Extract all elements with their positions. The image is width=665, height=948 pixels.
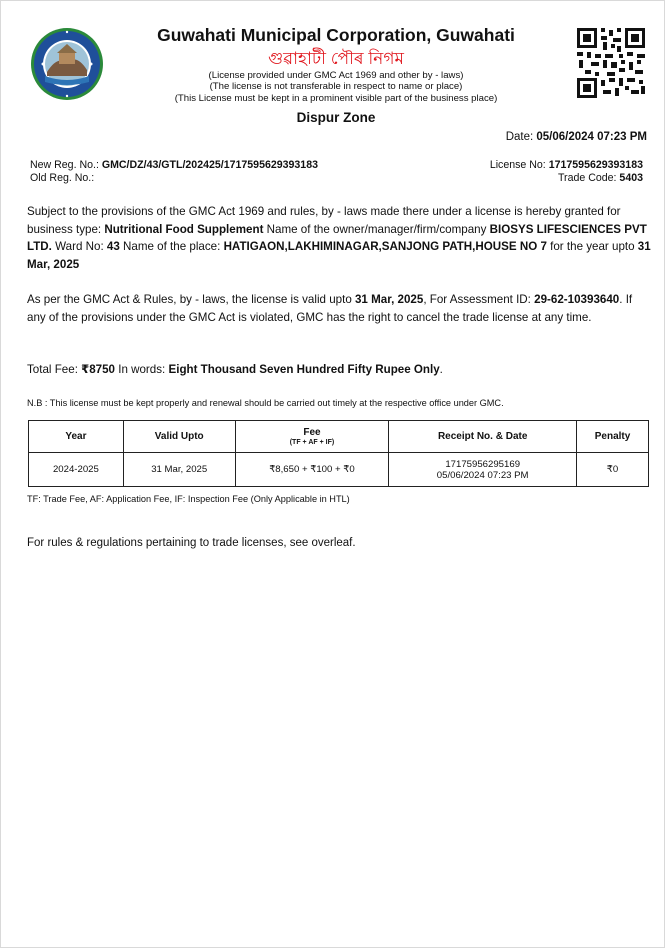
- license-no-value: 1717595629393183: [548, 159, 643, 171]
- new-reg-value: GMC/DZ/43/GTL/202425/1717595629393183: [101, 159, 318, 171]
- corporation-title-assamese: গুৱাহাটী পৌৰ নিগম: [268, 49, 404, 68]
- cell-year: 2024-2025: [29, 453, 124, 487]
- gmc-seal-icon: [29, 26, 105, 102]
- registration-left: [30, 159, 318, 185]
- table-row: [29, 453, 649, 487]
- ward-number: 43: [106, 240, 120, 253]
- col-fee-label: Fee: [303, 427, 321, 438]
- corporation-title: Guwahati Municipal Corporation, Guwahati: [157, 25, 515, 45]
- old-reg-line: [30, 172, 318, 185]
- receipt-number: 17175956295169: [445, 458, 521, 470]
- validity-text-3: . If any of the provisions under the GMC Act is violated, GMC has the right to cancel the trade license at any time.: [27, 293, 633, 324]
- year-upto: 31 Mar, 2025: [27, 240, 651, 271]
- issue-date: [506, 131, 647, 143]
- company-name: BIOSYS LIFESCIENCES PVT LTD.: [27, 222, 647, 253]
- cell-receipt: [389, 453, 577, 487]
- header-note-3: (This License must be kept in a prominent visible part of the business place): [174, 93, 498, 104]
- cell-fee: ₹8,650 + ₹100 + ₹0: [235, 453, 389, 487]
- grant-text-3: Ward No:: [51, 240, 107, 253]
- grant-text-5: for the year upto: [546, 240, 638, 253]
- trade-code-line: [490, 172, 643, 185]
- total-fee-label: Total Fee:: [27, 363, 82, 376]
- fee-table-header: [29, 421, 649, 453]
- zone-title: Dispur Zone: [296, 110, 376, 125]
- total-fee-amount: ₹8750: [81, 363, 115, 376]
- fee-in-words: Eight Thousand Seven Hundred Fifty Rupee Only: [168, 363, 440, 376]
- license-no-line: [490, 159, 643, 172]
- assessment-id: 29-62-10393640: [534, 293, 620, 306]
- old-reg-label: Old Reg. No.:: [30, 172, 95, 184]
- trade-code-label: Trade Code:: [557, 172, 617, 184]
- grant-text-4: Name of the place:: [119, 240, 224, 253]
- new-reg-line: [30, 159, 318, 172]
- registration-right: [490, 159, 643, 185]
- grant-paragraph: [27, 203, 652, 273]
- header-note-1: (License provided under GMC Act 1969 and other by - laws): [208, 70, 464, 81]
- new-reg-label: New Reg. No.:: [30, 159, 99, 171]
- col-year: Year: [29, 421, 124, 453]
- trade-code-value: 5403: [619, 172, 643, 184]
- col-receipt: Receipt No. & Date: [389, 421, 577, 453]
- issue-date-label: Date:: [505, 131, 534, 143]
- nb-note: N.B : This license must be kept properly and renewal should be carried out timely at the respective office under GMC.: [27, 398, 504, 408]
- fee-table: [28, 420, 649, 487]
- grant-text-1: Subject to the provisions of the GMC Act 1969 and rules, by - laws made there under a license is hereby granted for business type:: [27, 205, 621, 236]
- fee-legend: TF: Trade Fee, AF: Application Fee, IF: Inspection Fee (Only Applicable in HTL): [27, 494, 350, 504]
- validity-text-2: , For Assessment ID:: [423, 293, 535, 306]
- col-fee-sub: (TF + AF + IF): [289, 439, 335, 446]
- valid-upto-date: 31 Mar, 2025: [354, 293, 424, 306]
- place-name: HATIGAON,LAKHIMINAGAR,SANJONG PATH,HOUSE NO 7: [223, 240, 547, 253]
- cell-valid-upto: 31 Mar, 2025: [123, 453, 235, 487]
- header-note-2: (The license is not transferable in respect to name or place): [209, 81, 463, 92]
- issue-date-value: 05/06/2024 07:23 PM: [536, 131, 647, 143]
- receipt-date: 05/06/2024 07:23 PM: [436, 469, 529, 481]
- license-no-label: License No:: [489, 159, 546, 171]
- validity-text-1: As per the GMC Act & Rules, by - laws, the license is valid upto: [27, 293, 355, 306]
- in-words-label: In words:: [115, 363, 169, 376]
- col-fee: [235, 421, 389, 453]
- validity-paragraph: [27, 291, 652, 326]
- col-valid-upto: Valid Upto: [123, 421, 235, 453]
- rules-note: For rules & regulations pertaining to trade licenses, see overleaf.: [27, 537, 356, 549]
- fee-line-end: .: [439, 363, 443, 376]
- qr-code-icon: [577, 28, 645, 98]
- total-fee-line: [27, 361, 652, 379]
- col-penalty: Penalty: [577, 421, 649, 453]
- business-type: Nutritional Food Supplement: [104, 222, 264, 236]
- grant-text-2: Name of the owner/manager/firm/company: [263, 222, 490, 236]
- cell-penalty: ₹0: [577, 453, 649, 487]
